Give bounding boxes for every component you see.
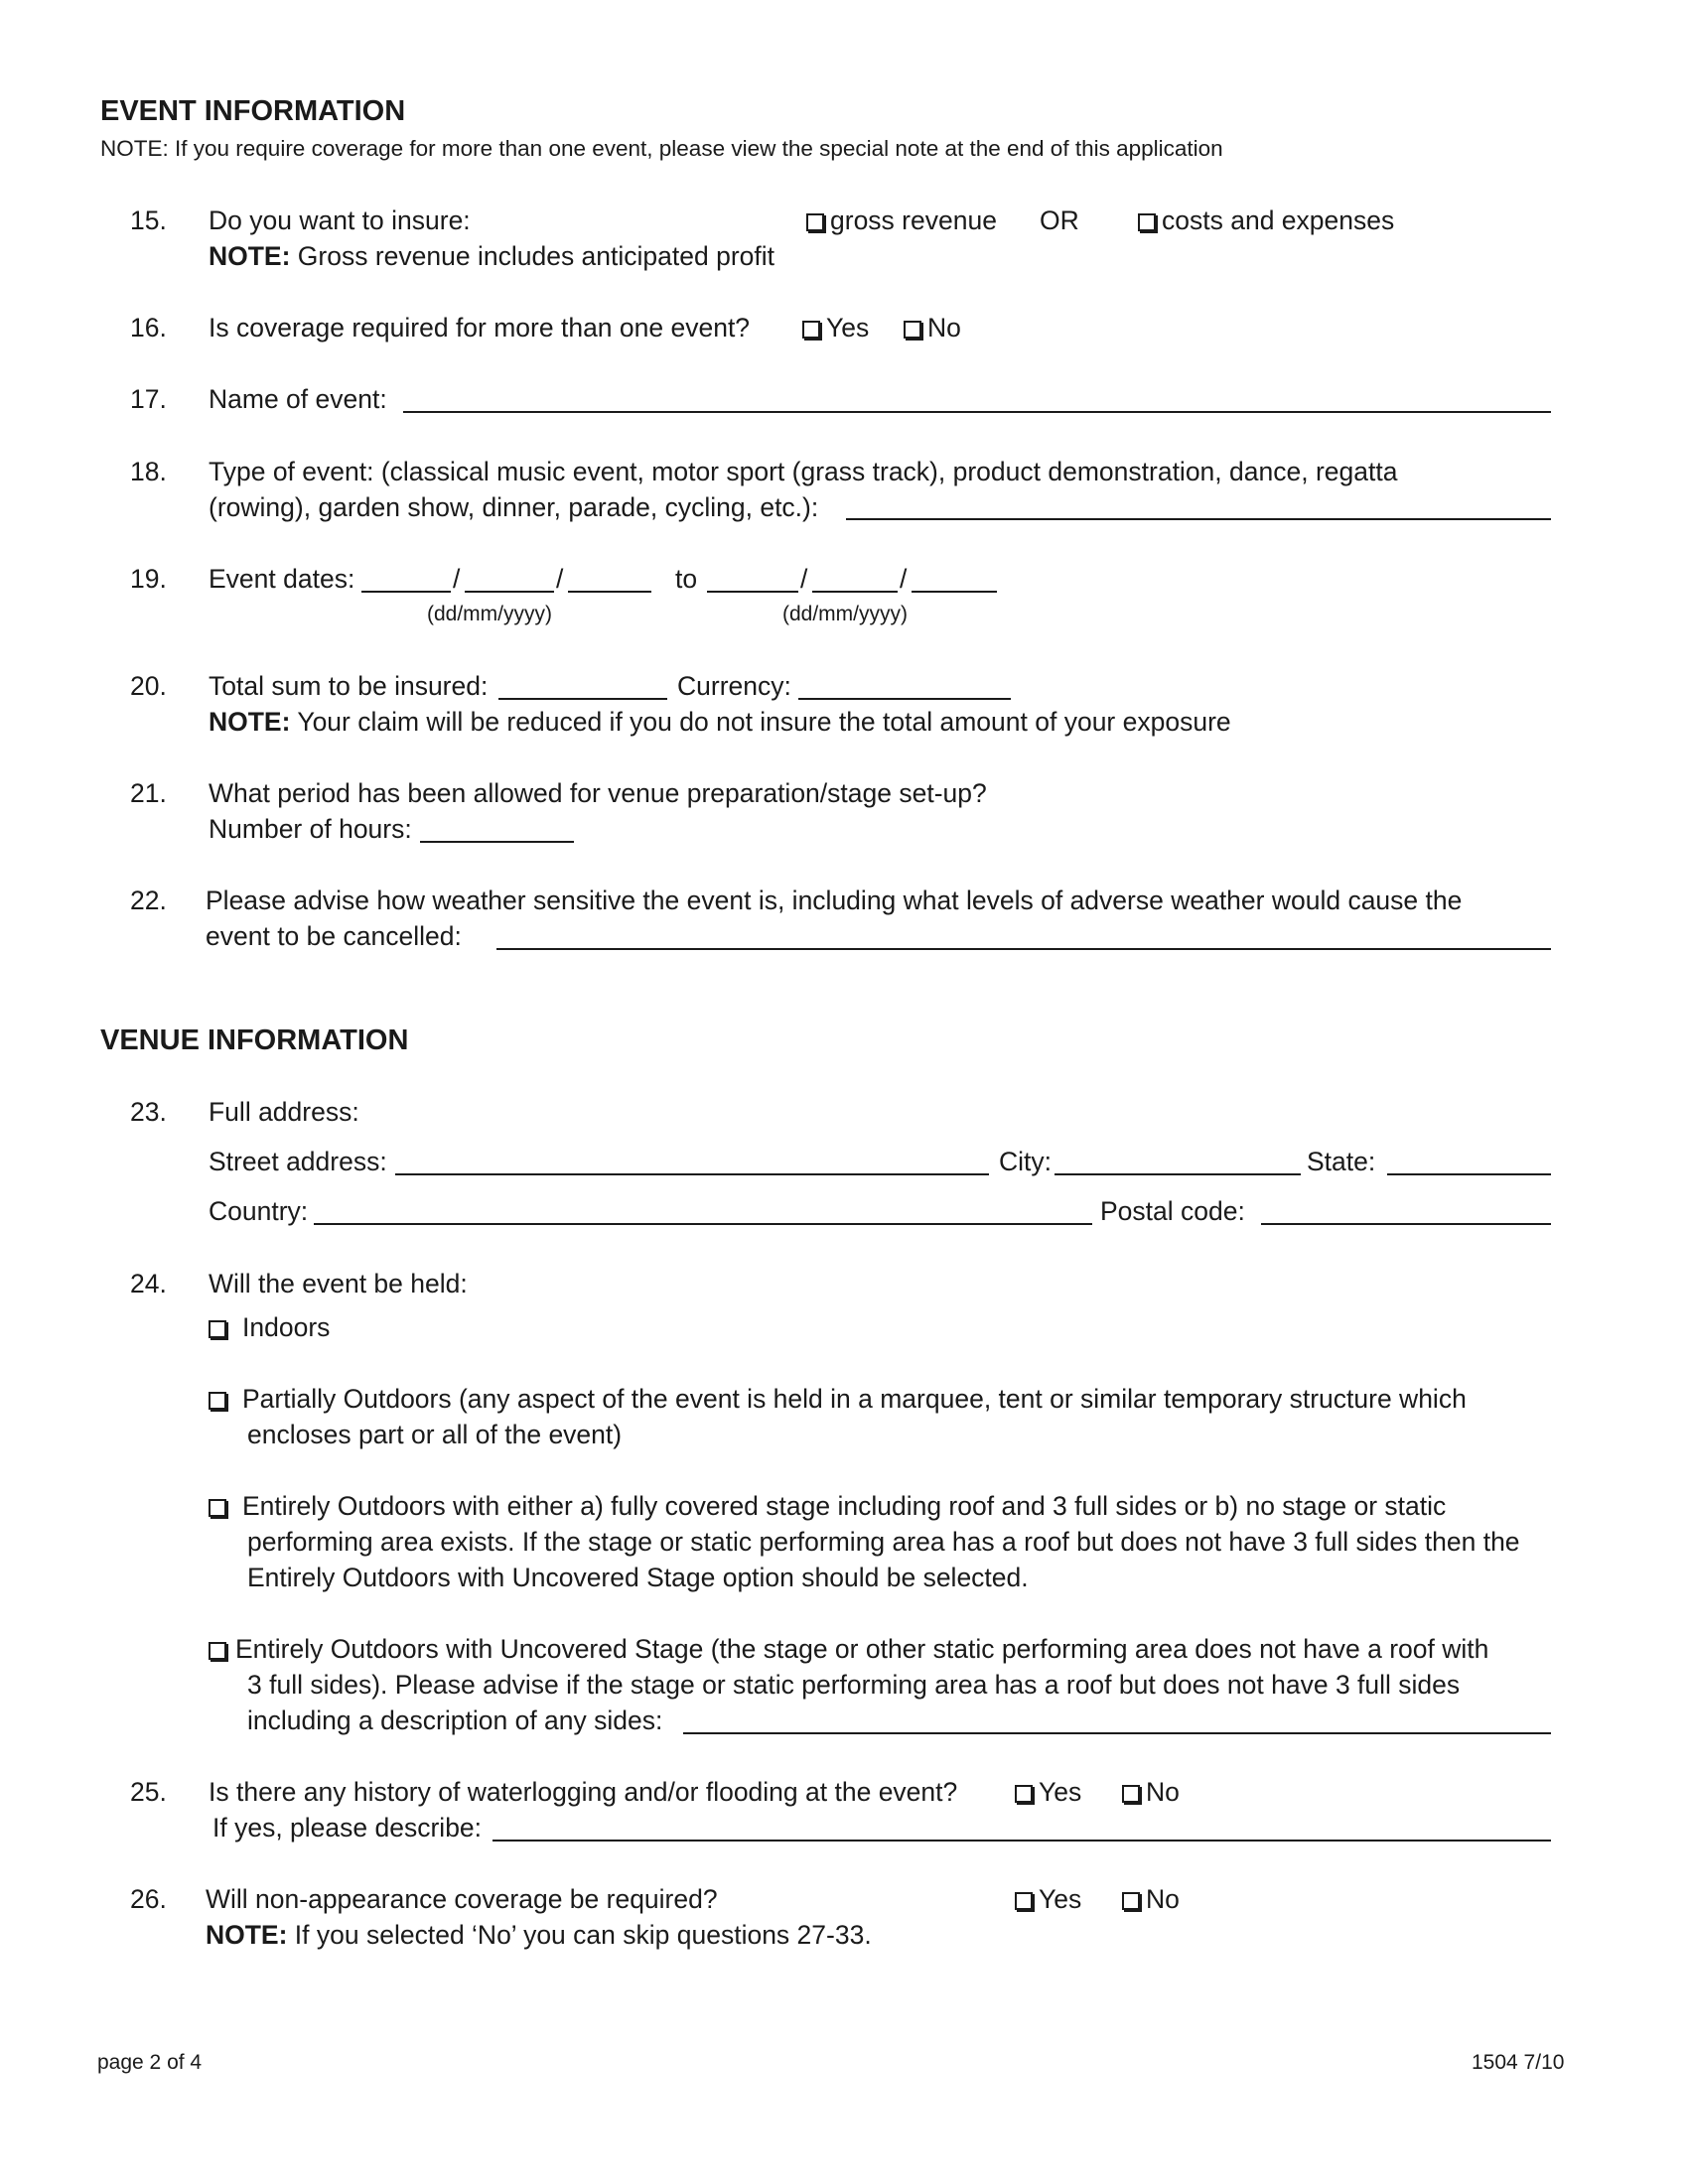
start-date-format-hint: (dd/mm/yyyy) [427,603,552,625]
start-month-field[interactable] [465,569,554,593]
q24-option-indoors[interactable]: Indoors [209,1312,330,1343]
end-day-field[interactable] [707,569,798,593]
q25-describe-label: If yes, please describe: [212,1813,483,1843]
q20-number: 20. [130,671,167,701]
q24-option-partially-outdoors-cont: encloses part or all of the event) [247,1420,623,1449]
q24-option-partially-outdoors[interactable]: Partially Outdoors (any aspect of the event is held in a marquee, tent or similar temporary structure which [209,1384,1467,1415]
q26-note: NOTE: If you selected ‘No’ you can skip questions 27-33. [206,1920,872,1950]
checkbox-icon[interactable] [1122,1892,1140,1910]
q17-label: Name of event: [209,384,387,414]
form-code: 1504 7/10 [1472,2051,1565,2074]
checkbox-icon[interactable] [802,321,820,339]
page-number: page 2 of 4 [97,2051,203,2074]
flooding-description-field[interactable] [492,1818,1551,1842]
q16-yes-option[interactable]: Yes [802,313,869,343]
q15-or: OR [1040,205,1079,235]
q19-label: Event dates: [209,564,355,594]
q19-number: 19. [130,564,167,594]
q26-question: Will non-appearance coverage be required? [206,1884,718,1914]
event-section-title: EVENT INFORMATION [100,95,406,127]
q18-line1: Type of event: (classical music event, motor sport (grass track), product demonstration, dance, regatta [209,457,1398,486]
hours-field[interactable] [420,819,574,843]
q21-number: 21. [130,778,167,808]
start-year-field[interactable] [568,569,651,593]
q20-currency-label: Currency: [677,671,791,701]
q24-option-entirely-outdoors[interactable]: Entirely Outdoors with either a) fully covered stage including roof and 3 full sides or b) no stage or static [209,1491,1446,1522]
q26-number: 26. [130,1884,167,1914]
q26-no-option[interactable]: No [1122,1884,1180,1915]
q15-number: 15. [130,205,167,235]
date-slash: / [453,564,461,594]
q16-question: Is coverage required for more than one event? [209,313,751,342]
currency-field[interactable] [798,676,1011,700]
q24-option-entirely-outdoors-line2: performing area exists. If the stage or static performing area has a roof but does not have 3 full sides then the [247,1527,1520,1557]
postal-code-field[interactable] [1261,1201,1551,1225]
weather-sensitivity-field[interactable] [496,926,1551,950]
venue-section-title: VENUE INFORMATION [100,1024,409,1056]
date-slash: / [800,564,808,594]
q24-option-entirely-outdoors-line3: Entirely Outdoors with Uncovered Stage option should be selected. [247,1563,1029,1592]
q21-line2: Number of hours: [209,814,412,844]
q16-number: 16. [130,313,167,342]
q16-no-option[interactable]: No [904,313,961,343]
q15-option-gross-revenue[interactable]: gross revenue [806,205,997,236]
q26-yes-option[interactable]: Yes [1015,1884,1081,1915]
q17-number: 17. [130,384,167,414]
q23-label: Full address: [209,1097,359,1127]
start-day-field[interactable] [361,569,451,593]
event-type-field[interactable] [846,496,1551,520]
total-sum-field[interactable] [498,676,667,700]
checkbox-icon[interactable] [209,1320,226,1338]
checkbox-icon[interactable] [209,1392,226,1410]
country-field[interactable] [314,1201,1092,1225]
date-slash: / [556,564,564,594]
q20-sum-label: Total sum to be insured: [209,671,489,701]
q25-yes-option[interactable]: Yes [1015,1777,1081,1808]
state-label: State: [1307,1147,1376,1176]
event-name-field[interactable] [403,389,1551,413]
checkbox-icon[interactable] [1015,1892,1033,1910]
q15-note: NOTE: Gross revenue includes anticipated profit [209,241,775,271]
end-date-format-hint: (dd/mm/yyyy) [782,603,908,625]
checkbox-icon[interactable] [1138,213,1156,231]
postal-code-label: Postal code: [1100,1196,1245,1226]
q22-line2: event to be cancelled: [206,921,462,951]
checkbox-icon[interactable] [1015,1785,1033,1803]
q25-number: 25. [130,1777,167,1807]
q24-number: 24. [130,1269,167,1298]
checkbox-icon[interactable] [1122,1785,1140,1803]
q18-line2: (rowing), garden show, dinner, parade, cycling, etc.): [209,492,819,522]
checkbox-icon[interactable] [209,1642,226,1660]
checkbox-icon[interactable] [209,1499,226,1517]
q22-number: 22. [130,886,167,915]
q15-option-costs-expenses[interactable]: costs and expenses [1138,205,1394,236]
checkbox-icon[interactable] [806,213,824,231]
checkbox-icon[interactable] [904,321,921,339]
end-year-field[interactable] [912,569,997,593]
date-slash: / [900,564,908,594]
q25-question: Is there any history of waterlogging and/or flooding at the event? [209,1777,958,1807]
city-field[interactable] [1055,1152,1301,1175]
city-label: City: [999,1147,1052,1176]
q24-option-uncovered-stage-line3: including a description of any sides: [247,1706,663,1735]
end-month-field[interactable] [812,569,898,593]
sides-description-field[interactable] [683,1710,1551,1734]
country-label: Country: [209,1196,309,1226]
q21-line1: What period has been allowed for venue preparation/stage set-up? [209,778,987,808]
q25-no-option[interactable]: No [1122,1777,1180,1808]
event-section-note: NOTE: If you require coverage for more than one event, please view the special note at the end of this application [100,136,1223,161]
q20-note: NOTE: Your claim will be reduced if you do not insure the total amount of your exposure [209,707,1231,737]
street-address-field[interactable] [395,1152,989,1175]
q24-option-uncovered-stage-line2: 3 full sides). Please advise if the stage or static performing area has a roof but does not have 3 full sides [247,1670,1461,1700]
q23-number: 23. [130,1097,167,1127]
q22-line1: Please advise how weather sensitive the event is, including what levels of adverse weather would cause the [206,886,1463,915]
q24-option-uncovered-stage[interactable]: Entirely Outdoors with Uncovered Stage (the stage or other static performing area does not have a roof with [209,1634,1488,1665]
q15-question: Do you want to insure: [209,205,471,235]
q18-number: 18. [130,457,167,486]
street-address-label: Street address: [209,1147,387,1176]
q19-to: to [675,564,698,594]
state-field[interactable] [1387,1152,1551,1175]
q24-question: Will the event be held: [209,1269,468,1298]
